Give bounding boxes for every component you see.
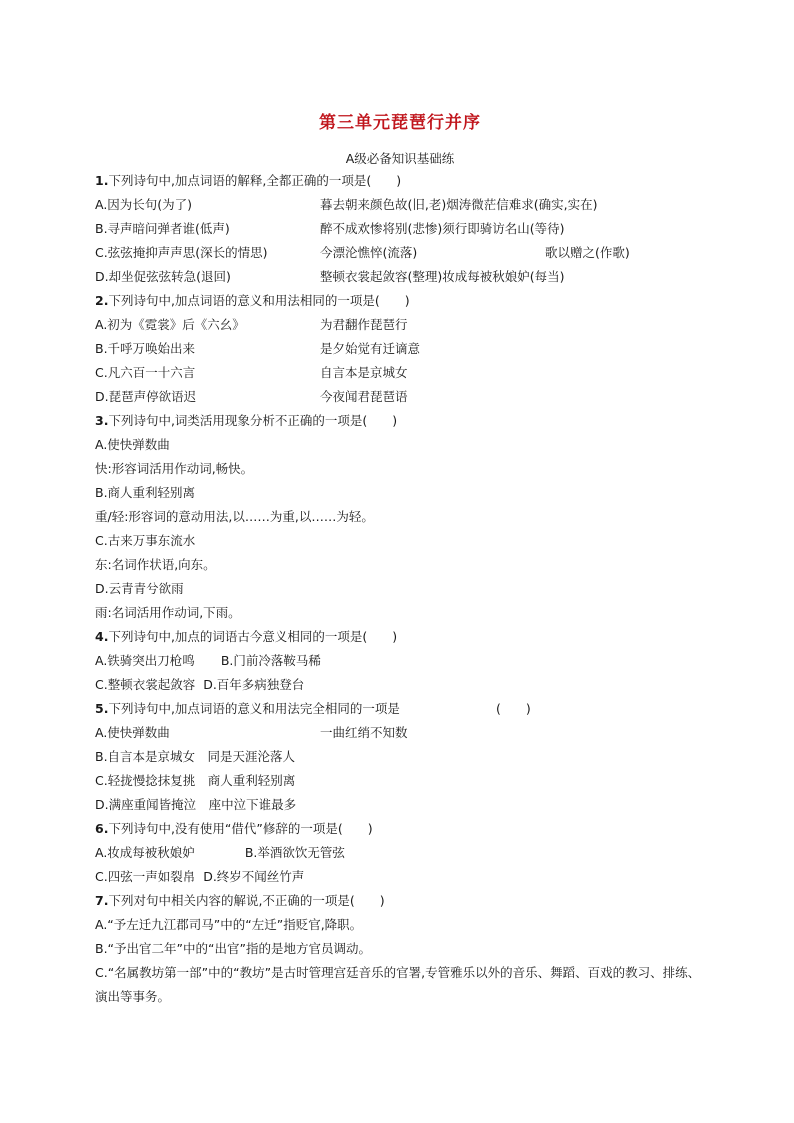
question-2-option-d xyxy=(95,385,705,409)
question-5-stem xyxy=(95,697,705,721)
option-text: D.琵琶声停欲语迟 xyxy=(95,389,197,404)
question-2-stem xyxy=(95,289,705,313)
question-3-explanation-b: 重/轻:形容词的意动用法,以……为重,以……为轻。 xyxy=(95,509,374,524)
question-number: 1. xyxy=(95,173,109,188)
question-number: 6. xyxy=(95,821,109,836)
option-text: 整顿衣裳起敛容(整理)妆成每被秋娘妒(每当) xyxy=(320,269,565,284)
option-text: B.门前冷落鞍马稀 xyxy=(220,653,321,668)
option-text: 自言本是京城女 xyxy=(320,365,408,380)
option-text: A.因为长句(为了) xyxy=(95,197,193,212)
question-3-explanation-c: 东:名词作状语,向东。 xyxy=(95,557,216,572)
question-1-option-b xyxy=(95,217,705,241)
option-text: C.凡六百一十六言 xyxy=(95,365,196,380)
worksheet xyxy=(95,108,705,1009)
question-text: 下列对句中相关内容的解说,不正确的一项是( ) xyxy=(108,893,385,908)
question-7-option-b: B.“予出官二年”中的“出官”指的是地方官员调动。 xyxy=(95,941,371,956)
option-text: B.寻声暗问弹者谁(低声) xyxy=(95,221,230,236)
page-title: 第三单元琵琶行并序 xyxy=(319,113,481,133)
question-3-option-d: D.云青青兮欲雨 xyxy=(95,581,184,596)
option-text: 暮去朝来颜色故(旧,老)烟涛微茫信难求(确实,实在) xyxy=(320,197,598,212)
question-text: 下列诗句中,加点词语的意义和用法相同的一项是( ) xyxy=(108,293,410,308)
question-number: 2. xyxy=(95,293,109,308)
section-subtitle: A级必备知识基础练 xyxy=(345,151,455,166)
answer-blank: ( ) xyxy=(495,701,531,716)
option-text: 今漂沦憔悴(流落) xyxy=(320,245,418,260)
option-text: 歌以赠之(作歌) xyxy=(545,245,630,260)
question-3-option-a: A.使快弹数曲 xyxy=(95,437,170,452)
question-text: 下列诗句中,词类活用现象分析不正确的一项是( ) xyxy=(108,413,398,428)
option-text: C.弦弦掩抑声声思(深长的情思) xyxy=(95,245,268,260)
question-5-option-c: C.轻拢慢捻抹复挑 商人重利轻别离 xyxy=(95,773,296,788)
question-3-stem xyxy=(95,409,705,433)
question-7-option-a: A.“予左迁九江郡司马”中的“左迁”指贬官,降职。 xyxy=(95,917,363,932)
question-6-stem xyxy=(95,817,705,841)
question-text: 下列诗句中,加点的词语古今意义相同的一项是( ) xyxy=(108,629,398,644)
option-text: 是夕始觉有迁谪意 xyxy=(320,341,421,356)
question-1-option-d xyxy=(95,265,705,289)
question-2-option-a xyxy=(95,313,705,337)
question-3-option-c: C.古来万事东流水 xyxy=(95,533,196,548)
question-4-options-cd xyxy=(95,673,705,697)
question-number: 7. xyxy=(95,893,109,908)
option-text: C.整顿衣裳起敛容 xyxy=(95,677,196,692)
option-text: B.举酒欲饮无管弦 xyxy=(244,845,345,860)
question-number: 3. xyxy=(95,413,109,428)
option-text: 一曲红绡不知数 xyxy=(320,725,408,740)
question-7-stem xyxy=(95,889,705,913)
question-1-stem xyxy=(95,169,705,193)
option-text: C.四弦一声如裂帛 xyxy=(95,869,196,884)
option-text: 醉不成欢惨将别(悲惨)须行即骑访名山(等待) xyxy=(320,221,565,236)
question-number: 4. xyxy=(95,629,109,644)
question-3-explanation-a: 快:形容词活用作动词,畅快。 xyxy=(95,461,254,476)
option-text: 今夜闻君琵琶语 xyxy=(320,389,408,404)
option-text: D.百年多病独登台 xyxy=(203,677,305,692)
question-7-option-c: C.“名属教坊第一部”中的“教坊”是古时管理宫廷音乐的官署,专管雅乐以外的音乐、舞蹈、百戏的教习、排练、演出等事务。 xyxy=(95,965,701,1004)
question-5-option-b: B.自言本是京城女 同是天涯沦落人 xyxy=(95,749,296,764)
option-text: A.初为《霓裳》后《六幺》 xyxy=(95,317,245,332)
option-text: A.妆成每被秋娘妒 xyxy=(95,845,195,860)
option-text: B.千呼万唤始出来 xyxy=(95,341,196,356)
question-3-explanation-d: 雨:名词活用作动词,下雨。 xyxy=(95,605,241,620)
question-4-stem xyxy=(95,625,705,649)
question-6-options-cd xyxy=(95,865,705,889)
question-1-option-a xyxy=(95,193,705,217)
question-5-option-a xyxy=(95,721,705,745)
option-text: D.终岁不闻丝竹声 xyxy=(203,869,305,884)
question-text: 下列诗句中,没有使用“借代”修辞的一项是( ) xyxy=(108,821,373,836)
question-3-option-b: B.商人重利轻别离 xyxy=(95,485,196,500)
question-5-option-d: D.满座重闻皆掩泣 座中泣下谁最多 xyxy=(95,797,297,812)
question-2-option-c xyxy=(95,361,705,385)
question-4-options-ab xyxy=(95,649,705,673)
question-text: 下列诗句中,加点词语的意义和用法完全相同的一项是 xyxy=(108,701,400,716)
option-text: 为君翻作琵琶行 xyxy=(320,317,408,332)
option-text: D.却坐促弦弦转急(退回) xyxy=(95,269,231,284)
question-2-option-b xyxy=(95,337,705,361)
question-number: 5. xyxy=(95,701,109,716)
option-text: A.铁骑突出刀枪鸣 xyxy=(95,653,195,668)
question-1-option-c xyxy=(95,241,705,265)
option-text: A.使快弹数曲 xyxy=(95,725,170,740)
question-6-options-ab xyxy=(95,841,705,865)
question-text: 下列诗句中,加点词语的解释,全都正确的一项是( ) xyxy=(108,173,402,188)
